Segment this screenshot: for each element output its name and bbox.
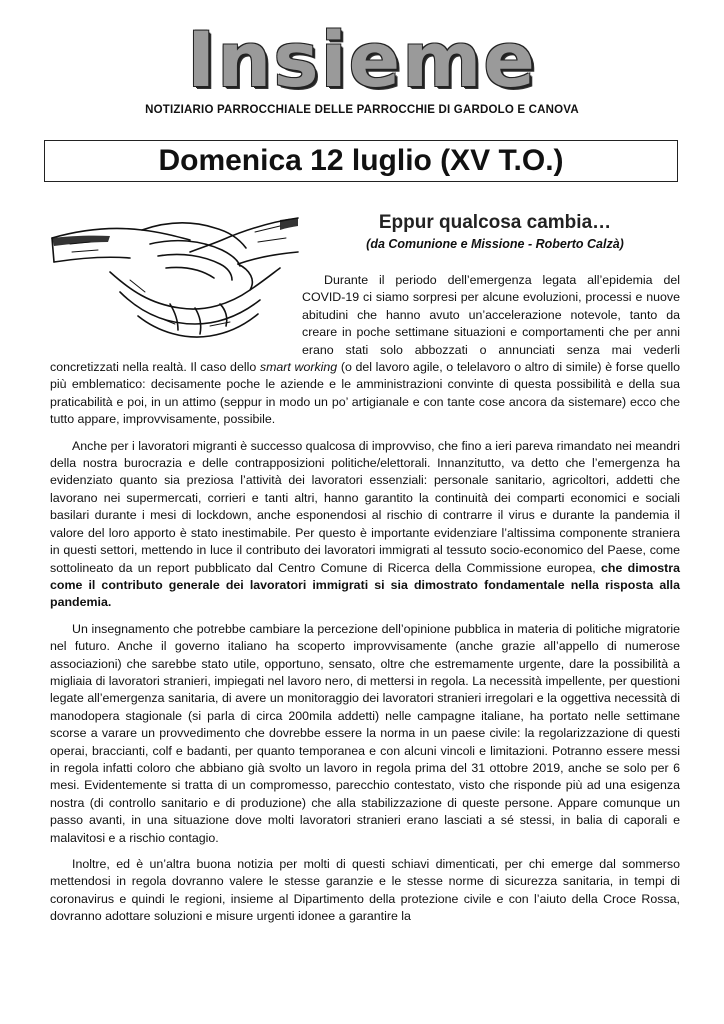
paragraph-1-text-a: Durante il periodo dell’emergenza legata all’epidemia del COVID-19 ci siamo sorpresi per alcune evoluzioni, processi e nuove abitudini che hanno avuto un’accelerazione notevole, tanto da creare in poche settimane situazioni e comportamenti che per anni erano stati solo abbozzati o annunciati senza mai vederli concretizzati nella realtà. Il caso dello <box>50 273 680 375</box>
paragraph-2-text: Anche per i lavoratori migranti è successo qualcosa di improvviso, che fino a ieri pareva rimandato nei meandri della nostra burocrazia e delle contrapposizioni politiche/elettorali. Innanzitutto, va detto che l’emergenza ha evidenziato quanto sia preziosa l’attività dei lavoratori essenziali: personale sanitario, agricoltori, addetti che lavorano nei supermercati, corrieri e tanti altri, hanno garantito la continuità dei comparti economici e sociali basilari durante i mesi di lockdown, anche esponendosi al rischio di contrarre il virus e durante la pandemia il valore del loro apporto è stato inestimabile. Per questo è importante evidenziare l’altissima componente straniera in questi settori, mettendo in luce il contributo dei lavoratori immigrati al tessuto socio-economico del Paese, come sottolineato da un report pubblicato dal Centro Comune di Ricerca della Commissione europea, <box>50 438 680 575</box>
paragraph-3: Un insegnamento che potrebbe cambiare la percezione dell’opinione pubblica in materia di politiche migratorie nel futuro. Anche il governo italiano ha scoperto improvvisamente (anche grazie all’appello di numerose associazioni) che sarebbe stato utile, opportuno, sensato, oltre che estremamente urgente, dare la possibilità a migliaia di lavoratori stranieri, impiegati nel lavoro nero, di mettersi in regola. La necessità impellente, per questioni legate all’emergenza sanitaria, di avere un monitoraggio dei lavoratori stranieri irregolari e la oggettiva necessità di manodopera stagionale (si parla di circa 200mila addetti) nelle campagne italiane, ha portato nelle settimane scorse a varare un provvedimento che dovrebbe essere la norma in un paese civile: la regolarizzazione di questi operai, braccianti, colf e badanti, per quanto temporanea e con alcuni vincoli e limitazioni. Potranno essere messi in regola infatti coloro che abbiano già svolto un lavoro in regola prima del 31 ottobre 2019, anche se solo per 6 mesi. Evidentemente si tratta di un compromesso, parecchio contestato, visto che risponde più ad una esigenza nostra (di controllo sanitario e di produzione) che alla stabilizzazione di queste persone. Appare comunque un passo avanti, in una situazione dove molti lavoratori stranieri erano lasciati a sé stessi, in balia di caporali e malavitosi e a rischio contagio. <box>50 621 680 845</box>
paragraph-1-emphasis: smart working <box>259 360 338 375</box>
date-banner: Domenica 12 luglio (XV T.O.) <box>44 140 678 182</box>
article-body <box>50 272 680 935</box>
paragraph-2 <box>50 438 680 612</box>
article-title: Eppur qualcosa cambia… <box>378 212 612 233</box>
masthead-title: Insieme <box>187 15 537 104</box>
article-byline: (da Comunione e Missione - Roberto Calzà) <box>366 237 624 251</box>
paragraph-1-text-b: (o del lavoro agile, o telelavoro o altro di simile) è forse quello più emblematico: decisamente poche le aziende e le amministrazioni convinte di questa possibilità e della sua praticabilità e poi, in un attimo (seppur in modo un po’ artigianale e con tante cose ancora da sistemare) ecco che tutto appare, improvvisamente, possibile. <box>50 360 680 427</box>
masthead-subtitle: NOTIZIARIO PARROCCHIALE DELLE PARROCCHIE DI GARDOLO E CANOVA <box>145 104 579 116</box>
paragraph-4: Inoltre, ed è un’altra buona notizia per molti di questi schiavi dimenticati, per chi emerge dal sommerso mettendosi in regola dovranno valere le stesse garanzie e le stesse norme di sicurezza sanitaria, in tempi di coronavirus e quindi le regioni, insieme al Dipartimento della protezione civile e con l’aiuto della Croce Rossa, dovranno adottare soluzioni e misure urgenti idonee a garantire la <box>50 857 680 924</box>
paragraph-2-bold: che dimostra come il contributo generale dei lavoratori immigrati si sia dimostrato fondamentale nella risposta alla pandemia. <box>50 560 680 610</box>
illustration-space <box>50 272 302 352</box>
